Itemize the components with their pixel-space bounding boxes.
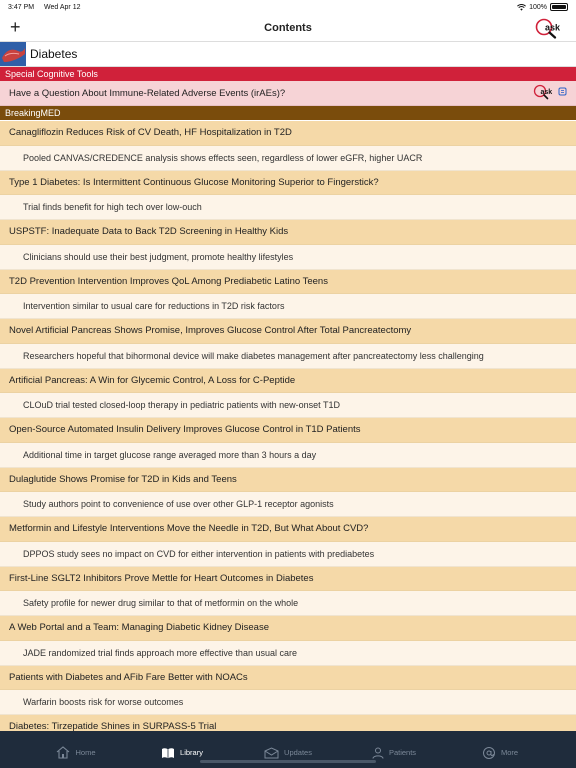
article-title-row[interactable]: T2D Prevention Intervention Improves QoL Among Prediabetic Latino Teens [0, 270, 576, 295]
article-subtitle-row[interactable]: CLOuD trial tested closed-loop therapy in pediatric patients with new-onset T1D [0, 393, 576, 418]
battery-percent: 100% [529, 3, 547, 11]
article-subtitle-row[interactable]: Additional time in target glucose range averaged more than 3 hours a day [0, 443, 576, 468]
patients-icon [372, 747, 384, 759]
wifi-icon [517, 4, 526, 11]
tab-patients-label: Patients [388, 748, 417, 757]
tab-library-label: Library [180, 748, 203, 757]
article-title-row[interactable]: Open-Source Automated Insulin Delivery Improves Glucose Control in T1D Patients [0, 418, 576, 443]
section-header[interactable] [0, 42, 576, 67]
article-subtitle-row[interactable]: Warfarin boosts risk for worse outcomes [0, 690, 576, 715]
article-title-row[interactable]: Type 1 Diabetes: Is Intermittent Continuous Glucose Monitoring Superior to Fingerstick? [0, 171, 576, 196]
article-title-row[interactable]: Metformin and Lifestyle Interventions Move the Needle in T2D, But What About CVD? [0, 517, 576, 542]
pancreas-thumbnail [0, 42, 26, 66]
status-bar [0, 0, 576, 14]
article-subtitle-row[interactable]: Researchers hopeful that bihormonal device will make diabetes management after pancreatectomy less challenging [0, 344, 576, 369]
article-title-row[interactable]: Canagliflozin Reduces Risk of CV Death, HF Hospitalization in T2D [0, 121, 576, 146]
add-button[interactable]: + [10, 17, 21, 37]
question-row[interactable] [0, 81, 576, 106]
tab-updates[interactable] [246, 737, 330, 768]
home-icon [56, 746, 70, 759]
article-title-row[interactable]: USPSTF: Inadequate Data to Back T2D Screening in Healthy Kids [0, 220, 576, 245]
updates-icon [264, 747, 279, 759]
article-subtitle-row[interactable]: Study authors point to convenience of use over other GLP-1 receptor agonists [0, 492, 576, 517]
page-title: Contents [264, 21, 312, 34]
battery-icon [550, 3, 568, 11]
section-title: Diabetes [30, 47, 78, 61]
article-title-row[interactable]: Novel Artificial Pancreas Shows Promise, Improves Glucose Control After Total Pancreatectomy [0, 319, 576, 344]
ask-logo-text: ask [545, 22, 561, 33]
status-date: Wed Apr 12 [44, 3, 81, 11]
ask-ai-logo-text: ask [540, 88, 553, 96]
article-title-row[interactable]: Artificial Pancreas: A Win for Glycemic Control, A Loss for C-Peptide [0, 369, 576, 394]
article-subtitle-row[interactable]: Clinicians should use their best judgment, promote healthy lifestyles [0, 245, 576, 270]
article-list [0, 121, 576, 731]
tab-home[interactable] [34, 737, 118, 768]
breakingmed-header: BreakingMED [0, 106, 576, 120]
article-title-row[interactable]: A Web Portal and a Team: Managing Diabetic Kidney Disease [0, 616, 576, 641]
nav-bar [0, 14, 576, 42]
home-indicator [200, 760, 376, 763]
tab-library[interactable] [140, 737, 224, 768]
status-time: 3:47 PM [8, 3, 35, 11]
ask-logo-button[interactable] [534, 17, 566, 44]
article-title-row[interactable]: Patients with Diabetes and AFib Fare Better with NOACs [0, 666, 576, 691]
tab-more-label: More [500, 748, 519, 757]
tab-home-label: Home [75, 748, 96, 757]
ask-ai-icon [533, 84, 567, 103]
special-tools-header: Special Cognitive Tools [0, 67, 576, 81]
tab-patients[interactable] [352, 737, 436, 768]
article-subtitle-row[interactable]: Pooled CANVAS/CREDENCE analysis shows effects seen, regardless of lower eGFR, higher UACR [0, 146, 576, 171]
more-icon [482, 746, 496, 760]
article-subtitle-row[interactable]: Trial finds benefit for high tech over low-ouch [0, 195, 576, 220]
article-title-row[interactable]: First-Line SGLT2 Inhibitors Prove Mettle for Heart Outcomes in Diabetes [0, 567, 576, 592]
library-icon [161, 747, 175, 759]
article-title-row[interactable]: Diabetes: Tirzepatide Shines in SURPASS-5 Trial [0, 715, 576, 731]
question-text: Have a Question About Immune-Related Adverse Events (irAEs)? [9, 87, 286, 99]
tab-updates-label: Updates [284, 748, 312, 757]
article-subtitle-row[interactable]: Intervention similar to usual care for reductions in T2D risk factors [0, 294, 576, 319]
article-title-row[interactable]: Dulaglutide Shows Promise for T2D in Kids and Teens [0, 468, 576, 493]
article-subtitle-row[interactable]: DPPOS study sees no impact on CVD for either intervention in patients with prediabetes [0, 542, 576, 567]
article-subtitle-row[interactable]: JADE randomized trial finds approach more effective than usual care [0, 641, 576, 666]
tab-more[interactable] [458, 737, 542, 768]
article-subtitle-row[interactable]: Safety profile for newer drug similar to that of metformin on the whole [0, 591, 576, 616]
